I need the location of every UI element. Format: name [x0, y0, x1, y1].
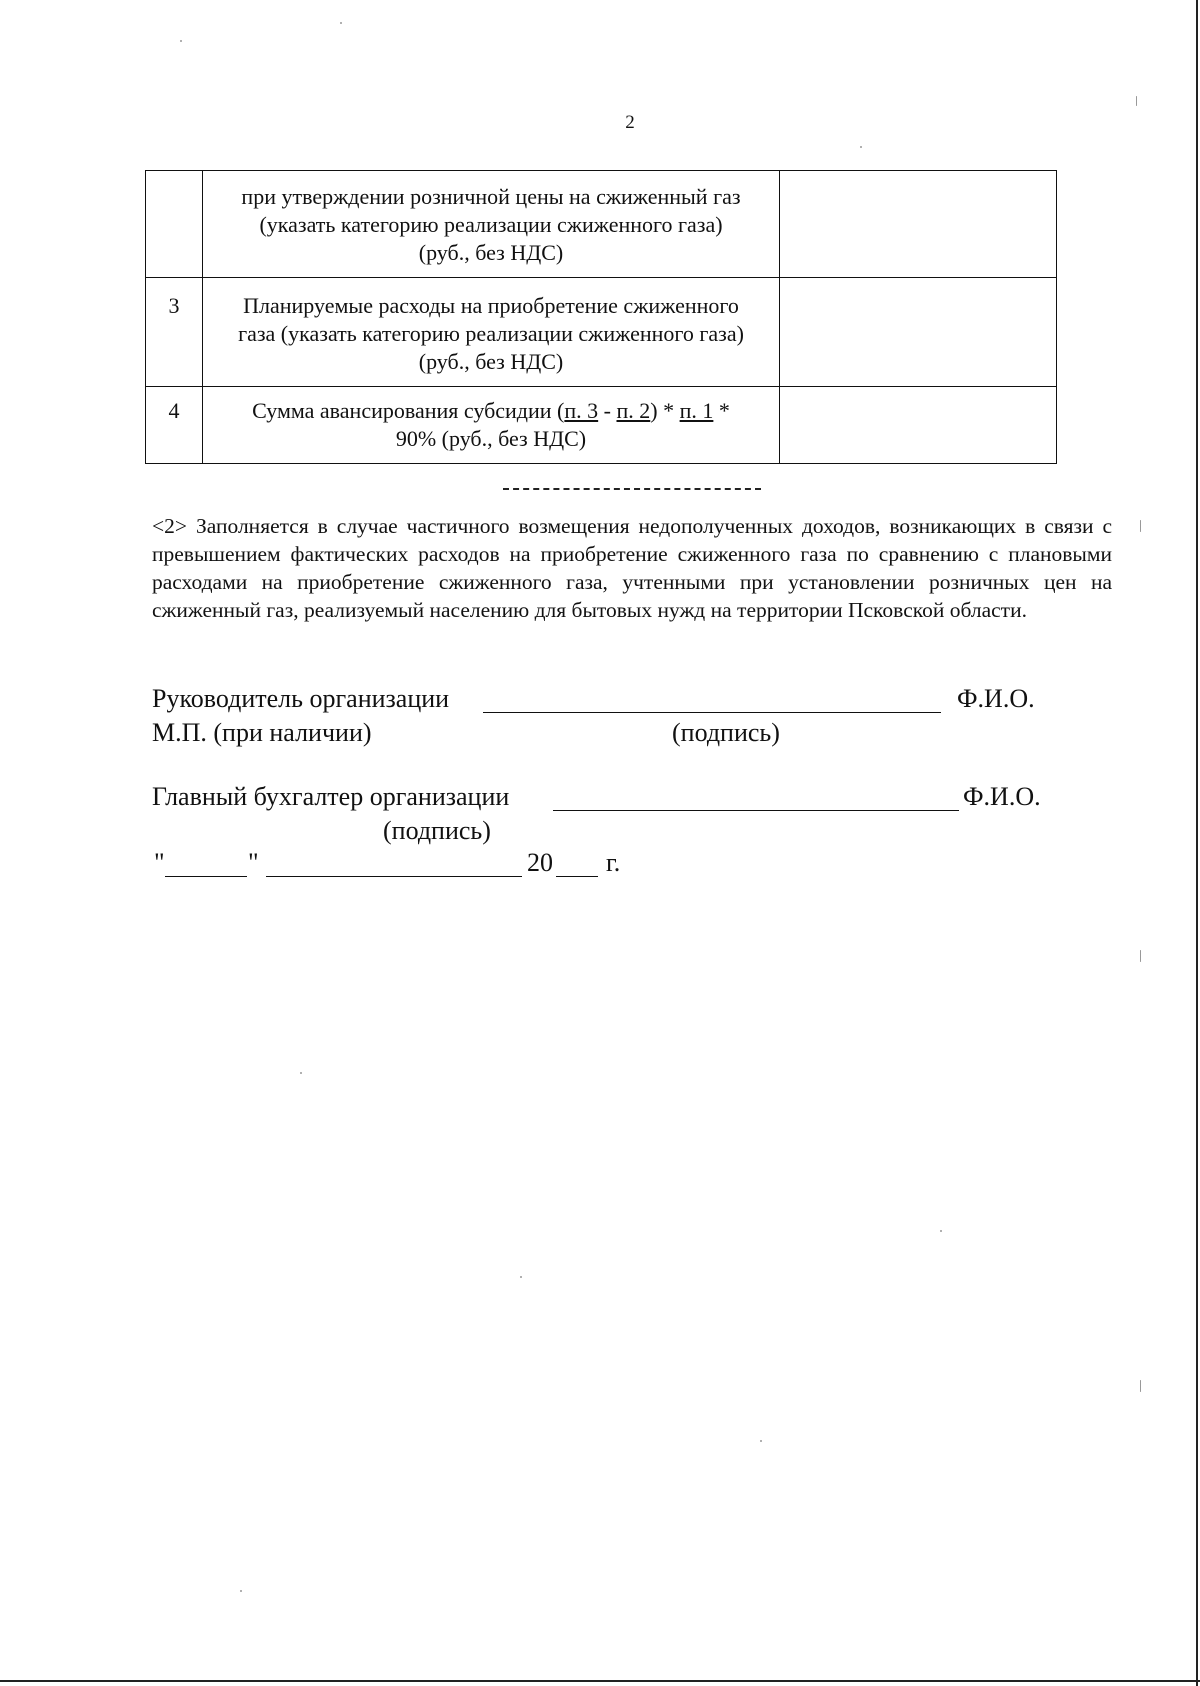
formula-prefix: Сумма авансирования субсидии ( — [252, 398, 565, 423]
head-fio: Ф.И.О. — [957, 684, 1035, 713]
reference-link-item-1[interactable]: п. 1 — [679, 398, 714, 423]
scan-speck — [180, 40, 182, 42]
accountant-label: Главный бухгалтер организации — [152, 782, 510, 811]
formula-line-2: 90% (руб., без НДС) — [395, 426, 587, 451]
row-number-cell: 4 — [146, 387, 203, 464]
row-description-cell — [203, 278, 780, 387]
description-line: газа (указать категорию реализации сжиженного газа) — [238, 321, 744, 346]
row-description-cell — [203, 171, 780, 278]
stamp-label: М.П. (при наличии) — [152, 718, 372, 747]
date-day-line[interactable] — [165, 876, 247, 877]
table-row — [146, 171, 1057, 278]
head-label: Руководитель организации — [152, 684, 450, 713]
accountant-signature-line[interactable] — [553, 810, 959, 811]
row-description-cell — [203, 387, 780, 464]
row-value-cell — [780, 171, 1057, 278]
scan-edge-right — [1196, 0, 1198, 1686]
date-quote-close: " — [248, 848, 259, 877]
scan-speck — [1140, 1380, 1141, 1392]
scan-speck — [1140, 950, 1141, 962]
scan-speck — [860, 146, 862, 148]
scan-speck — [300, 1072, 302, 1074]
description-line: (указать категорию реализации сжиженного газа) — [259, 212, 723, 237]
formula-suffix: * — [713, 398, 730, 423]
scan-speck — [520, 1276, 522, 1278]
scan-speck — [760, 1440, 762, 1442]
reference-link-item-3[interactable]: п. 3 — [564, 398, 599, 423]
row-number-cell — [146, 171, 203, 278]
description-line: Планируемые расходы на приобретение сжиженного — [243, 293, 739, 318]
head-signature-caption: (подпись) — [672, 718, 780, 747]
description-line: (руб., без НДС) — [418, 240, 564, 265]
formula-line — [211, 397, 771, 425]
formula-minus: - — [598, 398, 617, 423]
table-row — [146, 387, 1057, 464]
scan-speck — [1136, 96, 1137, 106]
scan-speck — [240, 1590, 242, 1592]
footnote-text: <2> Заполняется в случае частичного возмещения недополученных доходов, возникающих в связи с превышением фактических расходов на приобретение сжиженного газа по сравнению с плановыми расходами на приобретение сжиженного газа, учтенными при установлении розничных цен на сжиженный газ, реализуемый населению для бытовых нужд на территории Псковской области. — [152, 514, 1112, 622]
head-signature-line[interactable] — [483, 712, 941, 713]
accountant-signature-caption: (подпись) — [383, 816, 491, 845]
scan-speck — [340, 22, 342, 24]
date-quote-open: " — [154, 848, 165, 877]
date-month-line[interactable] — [266, 876, 522, 877]
date-year-line[interactable] — [556, 876, 598, 877]
row-number-cell: 3 — [146, 278, 203, 387]
page-number: 2 — [625, 112, 635, 133]
scan-edge-bottom — [0, 1680, 1200, 1682]
date-year-prefix: 20 — [527, 848, 553, 877]
accountant-fio: Ф.И.О. — [963, 782, 1041, 811]
table-row — [146, 278, 1057, 387]
scan-speck — [1140, 520, 1141, 532]
footnote-separator — [503, 488, 761, 490]
scan-speck — [940, 1230, 942, 1232]
reference-link-item-2[interactable]: п. 2 — [616, 398, 651, 423]
date-suffix: г. — [606, 848, 621, 877]
description-line: при утверждении розничной цены на сжиженный газ — [241, 184, 741, 209]
form-table — [145, 170, 1057, 464]
formula-mid: ) * — [650, 398, 680, 423]
row-value-cell — [780, 278, 1057, 387]
description-line: (руб., без НДС) — [418, 349, 564, 374]
row-value-cell — [780, 387, 1057, 464]
